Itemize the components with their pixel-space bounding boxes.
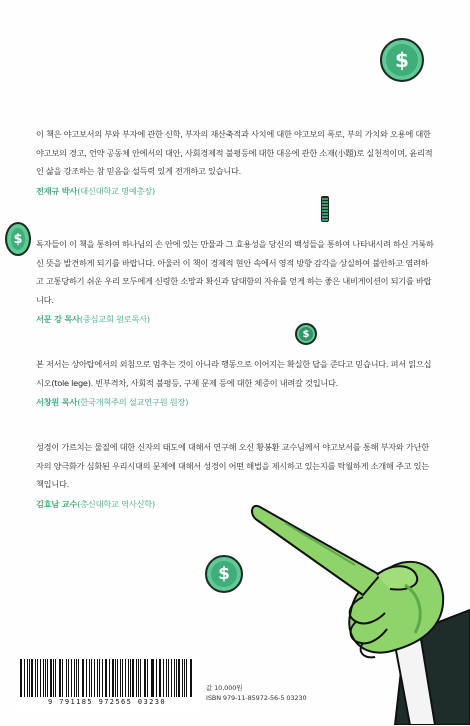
barcode-bar xyxy=(78,659,79,697)
barcode-bar xyxy=(184,659,185,697)
author-name: 서문 강 목사 xyxy=(36,314,80,324)
barcode-bar xyxy=(68,659,70,697)
coin-symbol: $ xyxy=(302,328,310,340)
endorsement-1 xyxy=(36,125,434,197)
endorsement-2 xyxy=(36,235,434,325)
endorsement-text: 이 책은 야고보서의 부와 부자에 관한 신학, 부자의 재산축적과 사치에 대한 야고보의 폭로, 부의 가치와 오용에 대한 야고보의 경고, 언약 공동체 안에서의 대안, 사회경제적 불평등에 대한 대응에 관한 소재(小題)로 실천적이며, 윤리적인 삶을 강조하는 참 믿음을 설득력 있게 전개하고 있습니다. xyxy=(36,129,433,176)
barcode-bar xyxy=(122,659,123,697)
barcode-bar xyxy=(145,659,146,697)
barcode-bar xyxy=(178,659,180,697)
barcode-bar xyxy=(120,659,121,697)
endorsement-text: 본 저서는 상아탑에서의 외침으로 멈추는 것이 아니라 행동으로 이어지는 확실한 답을 준다고 믿습니다. 펴서 읽으십시오(tole lege). 빈부격차, 사회적 불평등, 구제 문제 등에 대한 체증이 내려갈 것입니다. xyxy=(36,359,432,388)
barcode-bar xyxy=(140,659,141,697)
dollar-coin-icon xyxy=(5,222,31,256)
dollar-coin-icon xyxy=(380,38,424,82)
price-isbn xyxy=(206,683,307,703)
barcode-bar xyxy=(89,659,90,697)
barcode-bar xyxy=(152,659,154,697)
barcode-bar xyxy=(191,659,192,697)
barcode-bar xyxy=(168,659,169,697)
barcode-bar xyxy=(160,659,161,697)
coin-edge-icon xyxy=(321,196,329,222)
barcode-bar xyxy=(91,659,93,697)
barcode-bar xyxy=(60,659,61,697)
isbn-text: ISBN 979-11-85972-56-5 03230 xyxy=(206,694,307,702)
barcode-bar xyxy=(176,659,177,697)
endorsement-author xyxy=(36,396,434,408)
barcode-digits: 9 791185 972565 03230 xyxy=(48,698,166,706)
barcode-bar xyxy=(106,659,107,697)
barcode-bar xyxy=(171,659,172,697)
barcode-bar xyxy=(163,659,164,697)
barcode-bar xyxy=(47,659,48,697)
barcode-bar xyxy=(186,659,187,697)
author-name: 전재규 박사 xyxy=(36,185,78,196)
barcode-bar xyxy=(102,659,103,697)
barcode-bar xyxy=(130,659,131,697)
barcode-bar xyxy=(24,659,25,697)
author-role: (한국개혁주의 설교연구원 원장) xyxy=(77,397,189,407)
barcode-bar xyxy=(37,659,38,697)
barcode-bars xyxy=(20,659,194,697)
barcode-bar xyxy=(138,659,139,697)
endorsement-author xyxy=(36,313,434,325)
price-text: 값 10,000원 xyxy=(206,684,243,692)
endorsement-author xyxy=(36,185,434,197)
barcode-bar xyxy=(21,659,22,697)
barcode-bar xyxy=(125,659,126,697)
barcode-bar xyxy=(132,659,134,697)
barcode-bar xyxy=(31,659,33,697)
barcode-bar xyxy=(86,659,87,697)
dollar-coin-icon xyxy=(295,323,317,345)
author-name: 서창원 목사 xyxy=(36,397,78,407)
isbn-barcode xyxy=(14,655,200,709)
author-role: (중심교회 원로목사) xyxy=(79,314,150,324)
barcode-bar xyxy=(115,659,116,697)
barcode-bar xyxy=(83,659,84,697)
author-role: (총신대학교 역사신학) xyxy=(77,498,155,509)
barcode-bar xyxy=(29,659,30,697)
barcode-bar xyxy=(156,659,157,697)
dollar-coin-icon xyxy=(205,555,243,593)
barcode-bar xyxy=(76,659,77,697)
author-role: (대신대학교 명예총장) xyxy=(77,185,155,196)
endorsement-text: 성경이 가르치는 물질에 대한 신자의 태도에 대해서 연구해 오신 황봉환 교수님께서 야고보서를 통해 부자와 가난한 자의 양극화가 심화된 우리시대의 문제에 대해서 성경이 어떤 해법을 제시하고 있는지를 탁월하게 소개해 주고 있는 책입니다. xyxy=(36,442,429,489)
author-name: 김효남 교수 xyxy=(36,498,78,509)
barcode-bar xyxy=(50,659,52,697)
barcode-bar xyxy=(53,659,54,697)
coin-symbol: $ xyxy=(13,231,23,247)
barcode-bar xyxy=(112,659,114,697)
barcode-bar xyxy=(62,659,63,697)
barcode-bar xyxy=(117,659,118,697)
barcode-bar xyxy=(147,659,148,697)
barcode-bar xyxy=(99,659,100,697)
coin-symbol: $ xyxy=(218,564,230,584)
barcode-bar xyxy=(55,659,56,697)
endorsement-text: 독자들이 이 책을 통하여 하나님의 손 안에 있는 만물과 그 효용성을 당신의 백성들을 통하여 나타내시려 하신 거룩하신 뜻을 발견하게 되기를 바랍니다. 아울러 이 책이 경제적 현안 속에서 영적 방향 감각을 상실하여 불안하고 염려하고 고통당하기 쉬운 우리 모두에게 신령한 소망과 확신과 담대함의 자유를 얻게 하는 좋은 내비게이션이 되기를 바랍니다. xyxy=(36,239,434,305)
barcode-bar xyxy=(71,659,72,697)
endorsement-3 xyxy=(36,355,434,408)
barcode-bar xyxy=(40,659,41,697)
coin-symbol: $ xyxy=(395,48,409,72)
barcode-bar xyxy=(94,659,95,697)
barcode-bar xyxy=(109,659,110,697)
barcode-bar xyxy=(45,659,46,697)
